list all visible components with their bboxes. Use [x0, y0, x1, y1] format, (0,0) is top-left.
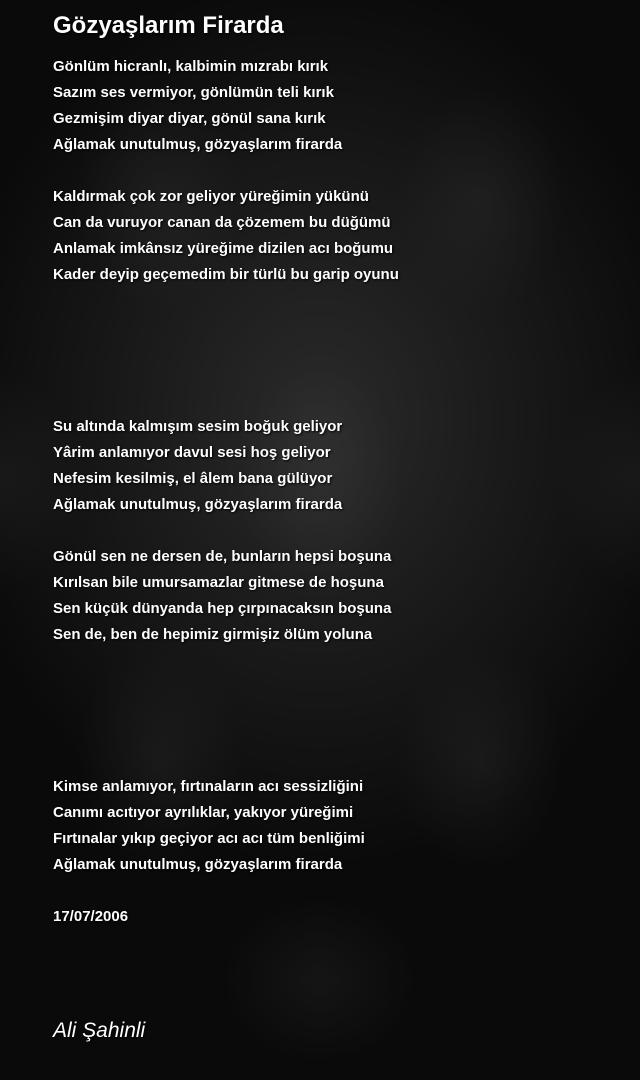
poem-title: Gözyaşlarım Firarda	[53, 12, 284, 39]
poem-line: Sazım ses vermiyor, gönlümün teli kırık	[53, 84, 334, 101]
stanza-2	[53, 184, 613, 288]
poem-line: Kimse anlamıyor, fırtınaların acı sessizliğini	[53, 778, 364, 795]
poem-line: Kaldırmak çok zor geliyor yüreğimin yükünü	[53, 188, 369, 205]
poem-line: Gönlüm hicranlı, kalbimin mızrabı kırık	[53, 58, 329, 75]
stanza-4	[53, 544, 613, 648]
poem-line: Fırtınalar yıkıp geçiyor acı acı tüm benliğimi	[53, 830, 365, 847]
poem-body	[53, 54, 613, 930]
poem-line: Su altında kalmışım sesim boğuk geliyor	[53, 418, 343, 435]
poem-line: Kader deyip geçemedim bir türlü bu garip oyunu	[53, 266, 399, 283]
poem-line: Ağlamak unutulmuş, gözyaşlarım firarda	[53, 136, 343, 153]
stanza-gap	[53, 288, 613, 414]
stanza-gap	[53, 518, 613, 544]
stanza-gap	[53, 158, 613, 184]
poem-date: 17/07/2006	[53, 908, 129, 925]
stanza-1	[53, 54, 613, 158]
poem-line: Kırılsan bile umursamazlar gitmese de hoşuna	[53, 574, 384, 591]
stanza-5	[53, 774, 613, 878]
poem-line: Yârim anlamıyor davul sesi hoş geliyor	[53, 444, 331, 461]
poem-line: Gezmişim diyar diyar, gönül sana kırık	[53, 110, 326, 127]
poem-line: Anlamak imkânsız yüreğime dizilen acı boğumu	[53, 240, 394, 257]
poem-line: Sen de, ben de hepimiz girmişiz ölüm yoluna	[53, 626, 373, 643]
poem-line: Canımı acıtıyor ayrılıklar, yakıyor yüreğimi	[53, 804, 354, 821]
poem-line: Ağlamak unutulmuş, gözyaşlarım firarda	[53, 496, 343, 513]
poem-line: Ağlamak unutulmuş, gözyaşlarım firarda	[53, 856, 343, 873]
poem-line: Can da vuruyor canan da çözemem bu düğümü	[53, 214, 391, 231]
stanza-3	[53, 414, 613, 518]
poem-line: Nefesim kesilmiş, el âlem bana gülüyor	[53, 470, 333, 487]
poem-line: Gönül sen ne dersen de, bunların hepsi boşuna	[53, 548, 392, 565]
stanza-gap	[53, 648, 613, 774]
author-signature: Ali Şahinli	[53, 1019, 146, 1042]
poem-line: Sen küçük dünyanda hep çırpınacaksın boşuna	[53, 600, 392, 617]
